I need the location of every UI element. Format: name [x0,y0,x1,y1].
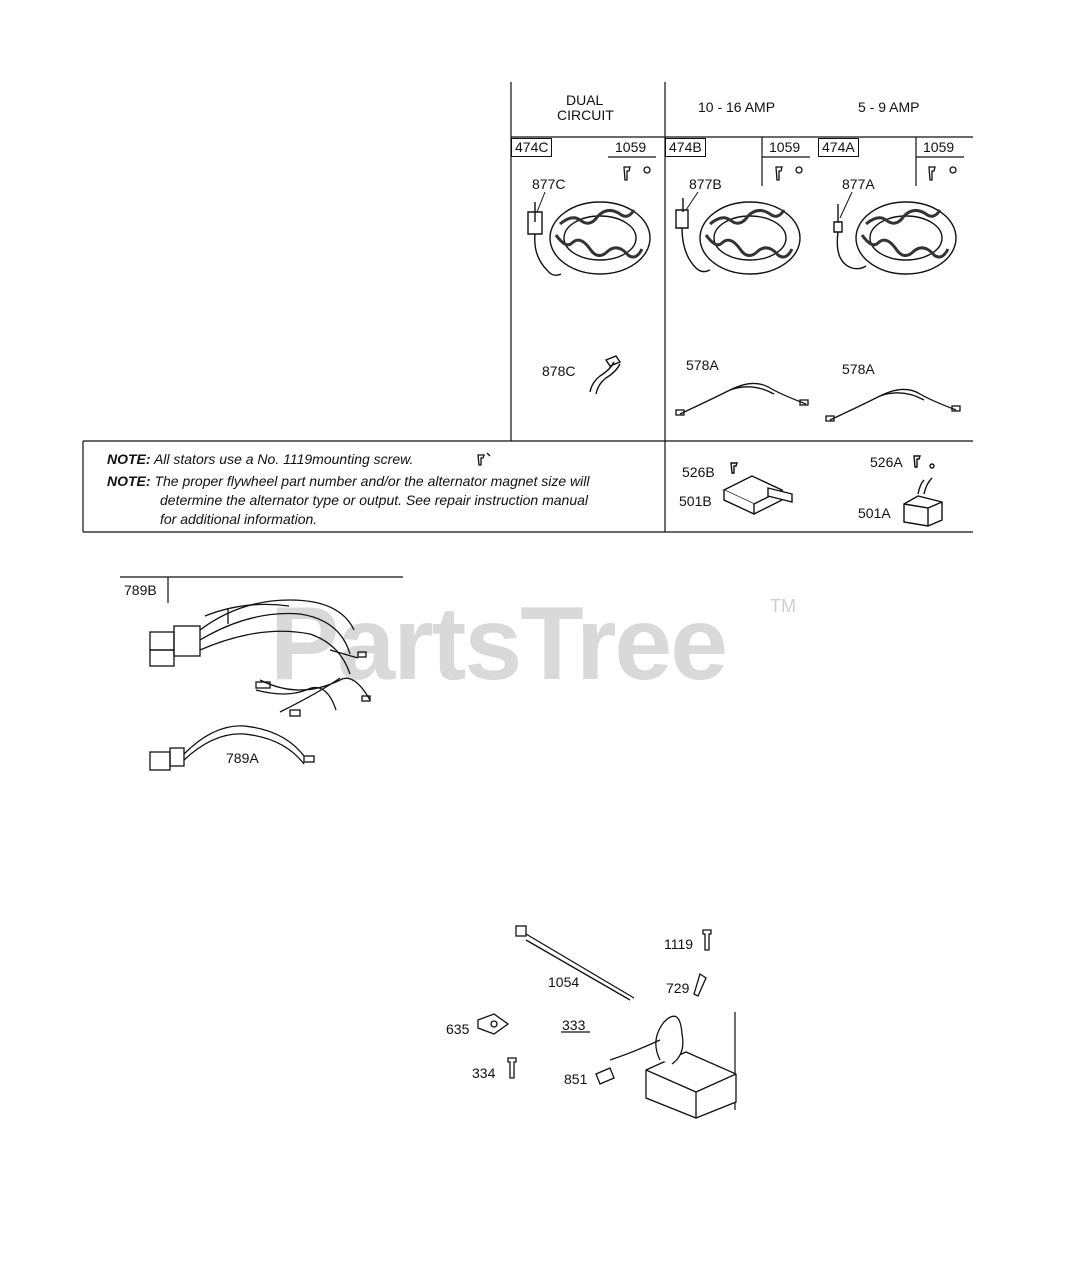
note-2-text-line1: The proper flywheel part number and/or the alternator magnet size will [154,473,590,489]
stator-icon [834,202,956,274]
part-label-851: 851 [564,1071,588,1087]
kit-label-474a: 474A [818,138,859,157]
screw-label-526a: 526A [870,454,903,470]
note-2-line2: determine the alternator type or output. See repair instruction manual [160,492,589,508]
part-label-1054: 1054 [548,974,580,990]
header-5-9-amp: 5 - 9 AMP [858,99,920,115]
note-2 [107,472,589,491]
watermark: PartsTree [270,586,727,702]
stator-label-877b: 877B [689,176,722,192]
stator-label-877a: 877A [842,176,875,192]
header-dual-circuit-line1: DUAL [566,92,604,108]
wire-label-578a-a: 578A [842,361,875,377]
wire-icon [676,383,960,421]
watermark-trademark: TM [770,596,796,616]
note-1-text: All stators use a No. 1119mounting screw. [153,451,414,467]
harness-label-789a: 789A [226,750,259,766]
kit-label-474c: 474C [511,138,552,157]
regulator-icon [904,456,942,526]
part-label-729: 729 [666,980,690,996]
part-label-334: 334 [472,1065,496,1081]
screw-label-526b: 526B [682,464,715,480]
kit-label-474b: 474B [665,138,706,157]
regulator-label-501a: 501A [858,505,891,521]
screw-label-1059-c: 1059 [615,139,647,155]
screw-label-1059-a: 1059 [923,139,955,155]
clip-icon [478,1014,508,1034]
wire-label-878c: 878C [542,363,576,379]
part-label-635: 635 [446,1021,470,1037]
part-label-1119: 1119 [664,936,694,952]
stator-icon [676,198,800,274]
regulator-icon [724,463,792,514]
wire-harness-icon [150,600,370,716]
harness-label-789b: 789B [124,582,157,598]
wire-icon [590,356,620,394]
ignition-module-icon [596,1016,736,1118]
note-1 [107,450,413,469]
part-label-333: 333 [562,1017,586,1033]
screw-label-1059-b: 1059 [769,139,801,155]
stator-icon [528,202,650,275]
stator-label-877c: 877C [532,176,566,192]
header-dual-circuit-line2: CIRCUIT [557,107,614,123]
note-2-label: NOTE: [107,473,151,489]
note-1-label: NOTE: [107,451,151,467]
regulator-label-501b: 501B [679,493,712,509]
wire-label-578a-b: 578A [686,357,719,373]
header-10-16-amp: 10 - 16 AMP [698,99,776,115]
note-2-line3: for additional information. [160,511,318,527]
